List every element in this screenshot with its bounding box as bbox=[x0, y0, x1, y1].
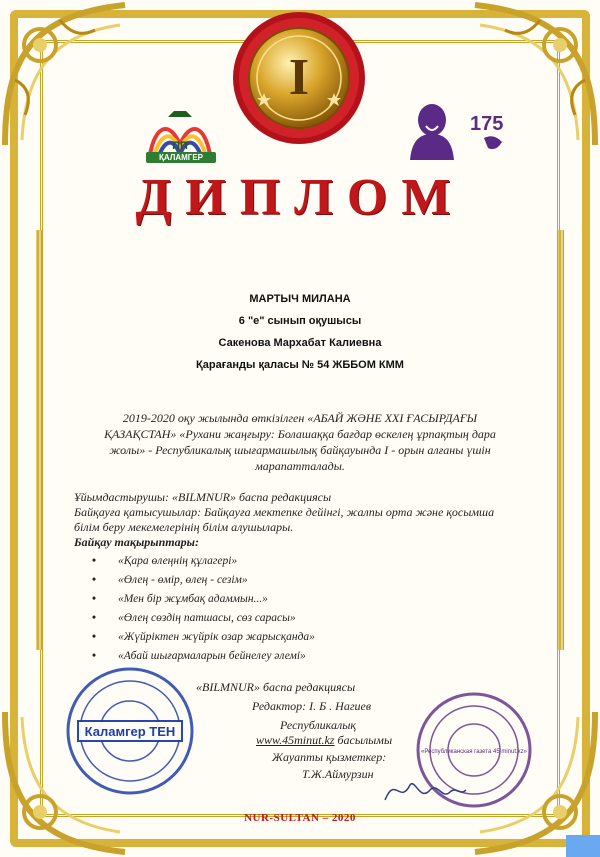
participants-line: Байқауға қатысушылар: Байқауға мектепке дейінгі, жалпы орта және қосымша білім беру мекемелерінің білім алушылары. bbox=[74, 505, 495, 534]
diploma-title: ДИПЛОМ bbox=[135, 169, 465, 226]
footer-city-year: NUR-SULTAN – 2020 bbox=[244, 812, 356, 824]
left-stamp-seal-icon bbox=[64, 665, 196, 797]
editor-line: Редактор: І. Б . Нагиев bbox=[252, 699, 372, 713]
publisher-line: «BILMNUR» баспа редакциясы bbox=[196, 680, 356, 694]
site-suffix: басылымы bbox=[334, 733, 393, 747]
recipient-name: МАРТЫЧ МИЛАНА bbox=[249, 293, 351, 305]
list-item: • «Мен бір жұмбақ адаммын...» bbox=[74, 590, 514, 609]
left-stamp-text: Каламгер ТЕН bbox=[84, 724, 176, 739]
list-item: • «Қара өлеңнің құлагері» bbox=[74, 552, 514, 571]
list-item: • «Абай шығармаларын бейнелеу әлемі» bbox=[74, 647, 514, 666]
site-link[interactable]: www.45minut.kz bbox=[256, 733, 335, 747]
list-item: • «Өлең - өмір, өлең - сезім» bbox=[74, 571, 514, 590]
right-stamp-text: «Республиканская газета 45 minut.kz» bbox=[420, 749, 528, 755]
recipient-block bbox=[0, 288, 600, 376]
teacher-name: Сакенова Мархабат Калиевна bbox=[218, 337, 382, 349]
topics-list bbox=[74, 552, 514, 666]
medal-numeral: I bbox=[288, 49, 310, 106]
contest-info bbox=[74, 490, 514, 666]
gold-medal-icon bbox=[224, 8, 374, 158]
recipient-grade: 6 "е" сынып оқушысы bbox=[238, 315, 362, 327]
organizer-line: Ұйымдастырушы: «BILMNUR» баспа редакциясы bbox=[74, 490, 332, 504]
abai-175-logo-icon bbox=[400, 98, 530, 168]
list-item: • «Өлең сөздің патшасы, сөз сарасы» bbox=[74, 609, 514, 628]
kalamger-logo-text: ҚАЛАМГЕР bbox=[146, 152, 216, 163]
anniversary-number: 175 bbox=[470, 113, 504, 135]
award-text: 2019-2020 оқу жылында өткізілген «АБАЙ ЖӘНЕ XXI ҒАСЫРДАҒЫ ҚАЗАҚСТАН» «Рухани жаңғыру: Болашаққа бағдар өскелең ұрпақтың дара жолы» - Республикалық шығармашылық байқауында І - орын алғаны үшін марапатталады. bbox=[104, 411, 496, 473]
kalamger-logo-icon bbox=[140, 105, 220, 175]
republic-line: Республикалық bbox=[280, 718, 356, 732]
responsible-label: Жауапты қызметкер: bbox=[272, 750, 387, 764]
topics-title: Байқау тақырыптары: bbox=[74, 535, 199, 549]
handwritten-signature-icon bbox=[380, 770, 470, 810]
list-item: • «Жүйріктен жүйрік озар жарысқанда» bbox=[74, 628, 514, 647]
svg-text:ПП: ПП bbox=[172, 140, 188, 152]
school-name: Қарағанды қаласы № 54 ЖББОМ КММ bbox=[196, 359, 404, 371]
corner-ornament-icon bbox=[0, 0, 130, 150]
corner-tab bbox=[566, 835, 600, 857]
responsible-name: Т.Ж.Аймурзин bbox=[302, 767, 374, 781]
